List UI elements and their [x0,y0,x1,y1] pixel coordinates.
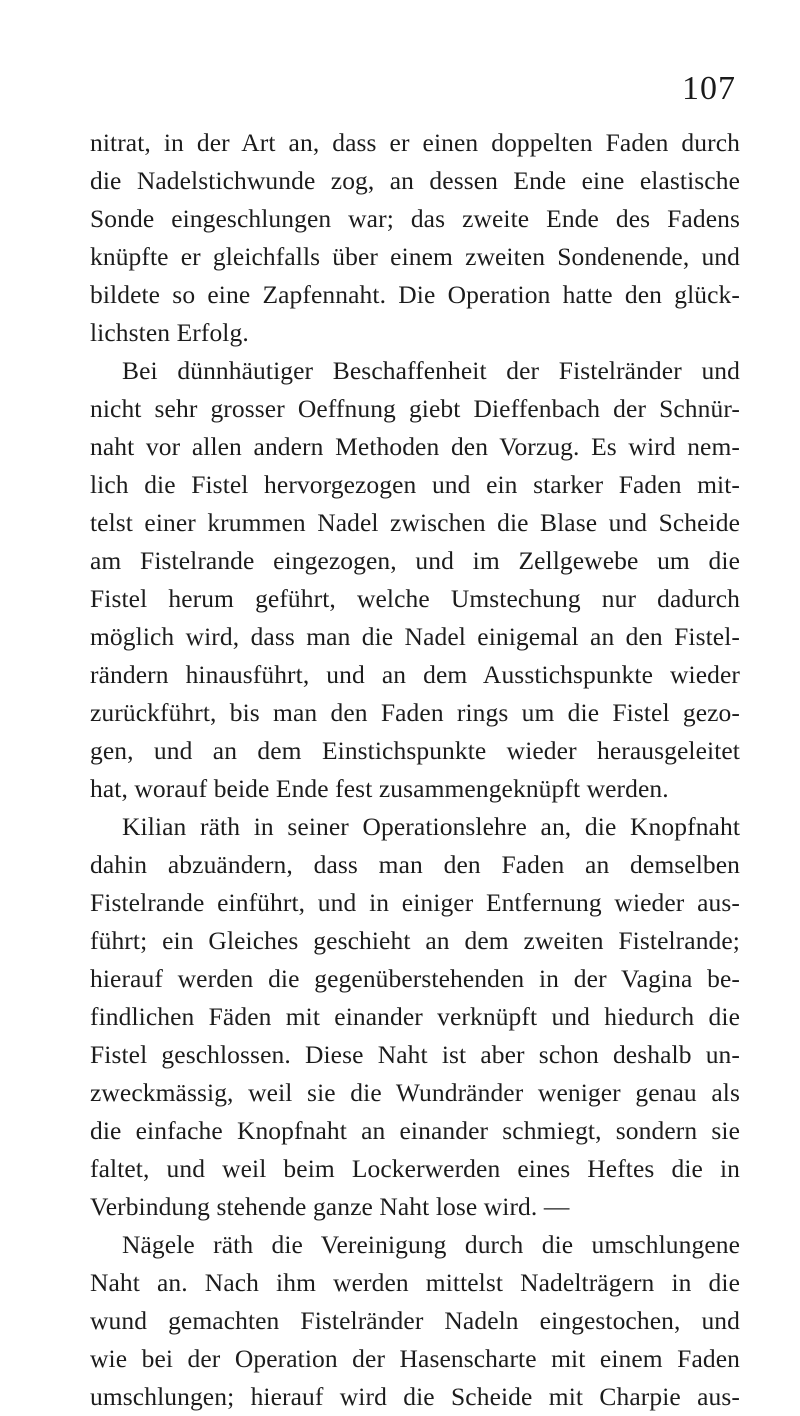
text-line: zweckmässig, weil sie die Wundränder weniger genau als [90,1078,740,1107]
text-line: rändern hinausführt, und an dem Ausstichspunkte wieder [90,660,740,689]
text-line: möglich wird, dass man die Nadel einigemal an den Fistel- [90,622,740,651]
text-line: wund gemachten Fistelränder Nadeln eingestochen, und [90,1306,740,1335]
text-line: telst einer krummen Nadel zwischen die Blase und Scheide [90,508,740,537]
text-line: Fistelrande einführt, und in einiger Entfernung wieder aus- [90,888,740,917]
text-line: findlichen Fäden mit einander verknüpft und hiedurch die [90,1002,740,1031]
text-line: die einfache Knopfnaht an einander schmiegt, sondern sie [90,1116,740,1145]
text-line: lich die Fistel hervorgezogen und ein starker Faden mit- [90,470,740,499]
text-line: hat, worauf beide Ende fest zusammengeknüpft werden. [90,774,669,803]
text-line: am Fistelrande eingezogen, und im Zellgewebe um die [90,546,740,575]
text-line: dahin abzuändern, dass man den Faden an demselben [90,850,740,879]
text-line: Nägele räth die Vereinigung durch die umschlungene [122,1230,740,1259]
text-line: Verbindung stehende ganze Naht lose wird. — [90,1192,570,1221]
text-line: nicht sehr grosser Oeffnung giebt Dieffenbach der Schnür- [90,394,740,423]
text-line: nitrat, in der Art an, dass er einen doppelten Faden durch [90,128,740,157]
text-line: wie bei der Operation der Hasenscharte mit einem Faden [90,1344,740,1373]
page-number: 107 [682,70,736,107]
text-line: gen, und an dem Einstichspunkte wieder herausgeleitet [90,736,740,765]
text-line: bildete so eine Zapfennaht. Die Operation hatte den glück- [90,280,740,309]
text-line: die Nadelstichwunde zog, an dessen Ende eine elastische [90,166,740,195]
text-line: lichsten Erfolg. [90,318,249,347]
text-line: zurückführt, bis man den Faden rings um die Fistel gezo- [90,698,740,727]
text-line: Fistel geschlossen. Diese Naht ist aber schon deshalb un- [90,1040,740,1069]
text-line: knüpfte er gleichfalls über einem zweiten Sondenende, und [90,242,740,271]
text-line: Sonde eingeschlungen war; das zweite Ende des Fadens [90,204,740,233]
text-line: faltet, und weil beim Lockerwerden eines Heftes die in [90,1154,740,1183]
text-line: naht vor allen andern Methoden den Vorzug. Es wird nem- [90,432,740,461]
text-line: Naht an. Nach ihm werden mittelst Nadelträgern in die [90,1268,740,1297]
text-line: Fistel herum geführt, welche Umstechung nur dadurch [90,584,740,613]
body-text [90,124,740,1416]
text-line: Bei dünnhäutiger Beschaffenheit der Fistelränder und [122,356,740,385]
text-line: umschlungen; hierauf wird die Scheide mit Charpie aus- [90,1382,740,1411]
text-line: hierauf werden die gegenüberstehenden in der Vagina be- [90,964,740,993]
text-line: Kilian räth in seiner Operationslehre an, die Knopfnaht [122,812,740,841]
text-line: führt; ein Gleiches geschieht an dem zweiten Fistelrande; [90,926,740,955]
